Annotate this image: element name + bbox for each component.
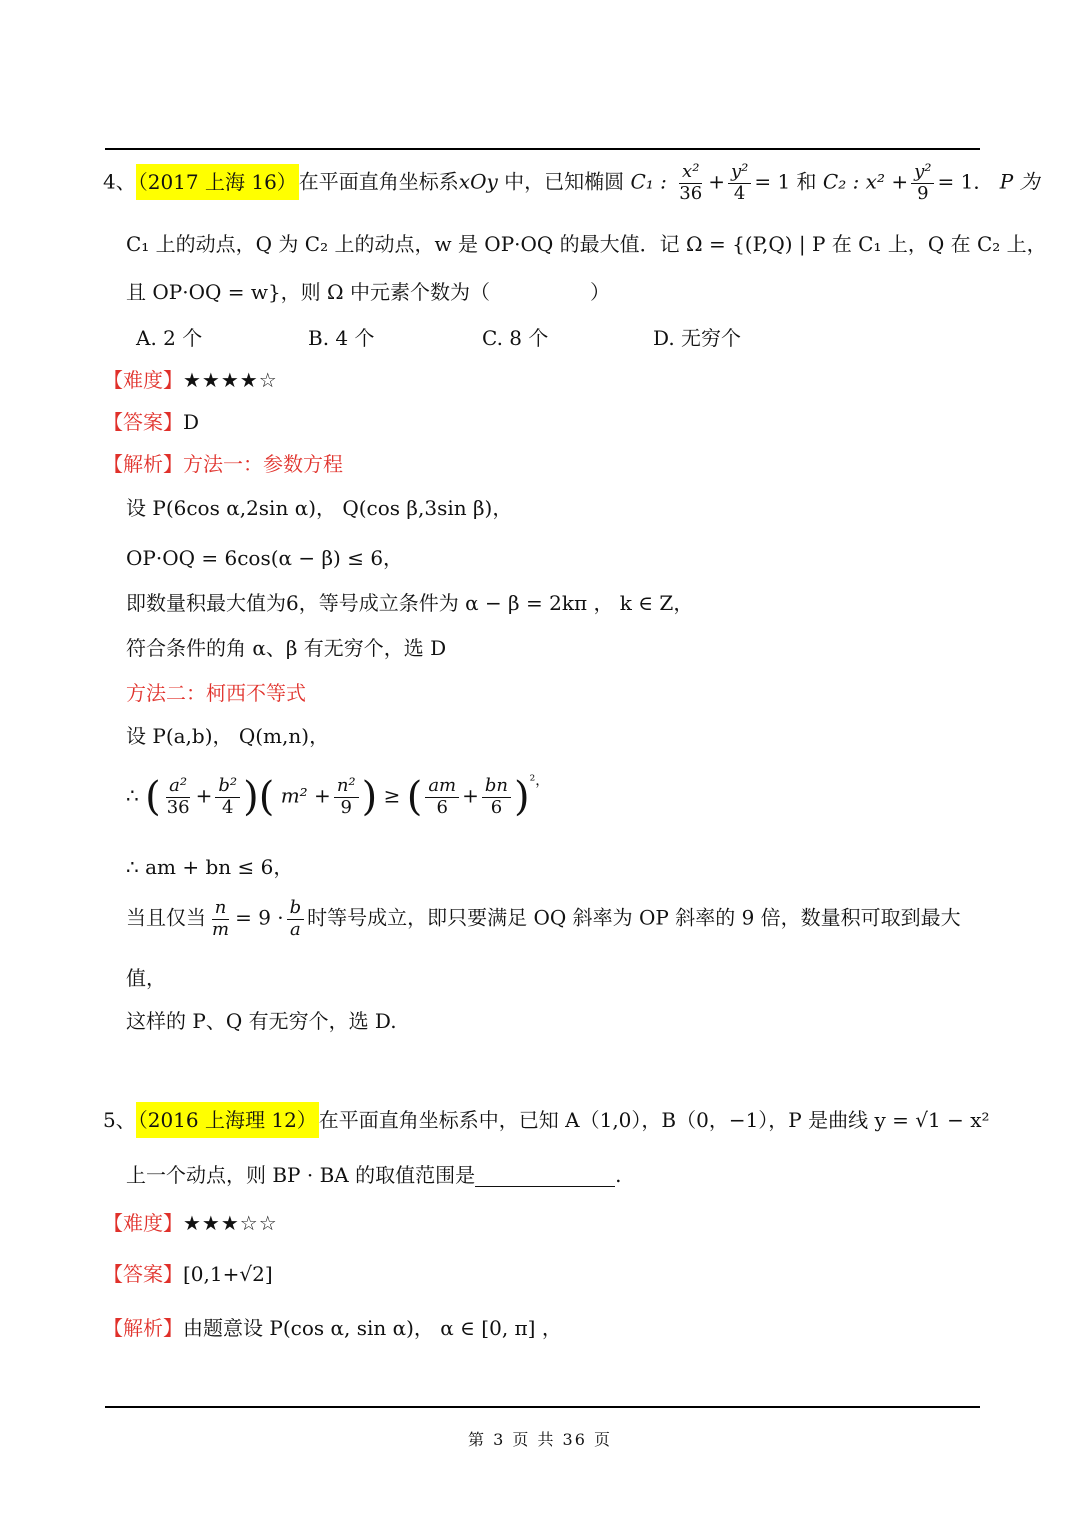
q4-m2-line3: ∴ am + bn ≤ 6， — [126, 855, 294, 879]
q5-source: （2016 上海理 12） — [136, 1102, 319, 1138]
q4-option-d: D. 无穷个 — [653, 326, 742, 350]
q4-frac-y: $\frac{\text{y²}}{4}$ — [728, 162, 751, 204]
q4-text: 在平面直角坐标系 — [298, 169, 459, 194]
q4-c1: C₁ : — [630, 169, 667, 194]
q4-m2-cauchy: ∴ ( $\frac{\text{a²}}{36}$ + $\frac{\text{b²}}{4}$ )( m² + $\frac{\text{n²}}{9}$ ) ≥ ( $\frac{am}{6}$ + $\frac{bn}{6}$ )$^{^2,}$ — [126, 773, 550, 820]
header-rule — [105, 148, 980, 150]
q4-number: 4、 — [103, 169, 136, 194]
q4-eq1: = 1 和 — [754, 169, 817, 194]
q4-option-a: A. 2 个 — [136, 326, 203, 350]
q4-difficulty-stars: ★★★★☆ — [183, 368, 278, 392]
q4-source: （2017 上海 16） — [136, 164, 299, 200]
q4-m2-line4: 当且仅当 $\frac{n}{m}$ = 9 · $\frac{b}{a}$ 时等号成立，即只要满足 OQ 斜率为 OP 斜率的 9 倍，数量积可取到最大 — [126, 897, 961, 940]
q4-difficulty: 【难度】★★★★☆ — [103, 368, 278, 392]
q5-analysis: 【解析】由题意设 P(cos α, sin α)， α ∈ [0, π] ， — [103, 1316, 562, 1340]
q5-answer-blank — [475, 1168, 615, 1187]
q4-m2-line6: 这样的 P、Q 有无穷个，选 D. — [126, 1009, 397, 1033]
q4-m1-line4: 符合条件的角 α、β 有无穷个，选 D — [126, 636, 447, 660]
q4-analysis-head: 【解析】方法一：参数方程 — [103, 452, 343, 476]
q5-difficulty: 【难度】★★★☆☆ — [103, 1211, 278, 1235]
q4-c2: C₂ : x² + — [822, 169, 909, 194]
q5-line1: 5、 （2016 上海理 12） 在平面直角坐标系中，已知 A（1,0），B（0，−1），P 是曲线 y = √1 − x² — [103, 1108, 990, 1132]
q4-method1: 方法一：参数方程 — [183, 452, 343, 476]
q4-text-mid: 中，已知椭圆 — [497, 169, 625, 194]
page-footer: 第 3 页 共 36 页 — [468, 1430, 612, 1449]
q4-option-c: C. 8 个 — [482, 326, 549, 350]
q5-answer: 【答案】[0,1+√2] — [103, 1262, 273, 1286]
q4-frac-x: $\frac{\text{x²}}{36}$ — [679, 161, 703, 204]
q5-number: 5、 — [103, 1108, 136, 1132]
q4-option-b: B. 4 个 — [308, 326, 375, 350]
q4-m2-line5: 值， — [126, 966, 166, 990]
q4-xoy: xOy — [458, 169, 498, 194]
q4-answer: 【答案】D — [103, 410, 200, 434]
q4-eq2: = 1． — [937, 169, 994, 194]
q4-m1-line3: 即数量积最大值为6，等号成立条件为 α − β = 2kπ ， k ∈ Z， — [126, 591, 694, 615]
q4-m2-line1: 设 P(a,b)， Q(m,n)， — [126, 724, 330, 748]
q5-line2: 上一个动点，则 BP · BA 的取值范围是 . — [126, 1163, 622, 1187]
q4-line2: C₁ 上的动点，Q 为 C₂ 上的动点，w 是 OP·OQ 的最大值．记 Ω = {(P,Q) | P 在 C₁ 上，Q 在 C₂ 上， — [126, 232, 1047, 256]
q4-method2: 方法二：柯西不等式 — [126, 681, 306, 705]
q4-line1: 4、 （2017 上海 16） 在平面直角坐标系xOy 中，已知椭圆 C₁ : $\frac{\text{x²}}{36}$ + $\frac{\text{y²}}{4}$ = 1 和 C₂ : x² + $\frac{\text{y²}}{9}$ = 1． P 为 — [103, 161, 1040, 204]
q4-p: P 为 — [999, 169, 1040, 194]
q4-frac-y9: $\frac{\text{y²}}{9}$ — [911, 162, 934, 204]
q4-line3: 且 OP·OQ = w}，则 Ω 中元素个数为（ ） — [126, 280, 610, 304]
q4-m1-line2: OP·OQ = 6cos(α − β) ≤ 6， — [126, 546, 404, 570]
q4-m1-line1: 设 P(6cos α,2sin α)， Q(cos β,3sin β)， — [126, 496, 513, 520]
q5-difficulty-stars: ★★★☆☆ — [183, 1211, 278, 1235]
footer-rule — [105, 1406, 980, 1408]
